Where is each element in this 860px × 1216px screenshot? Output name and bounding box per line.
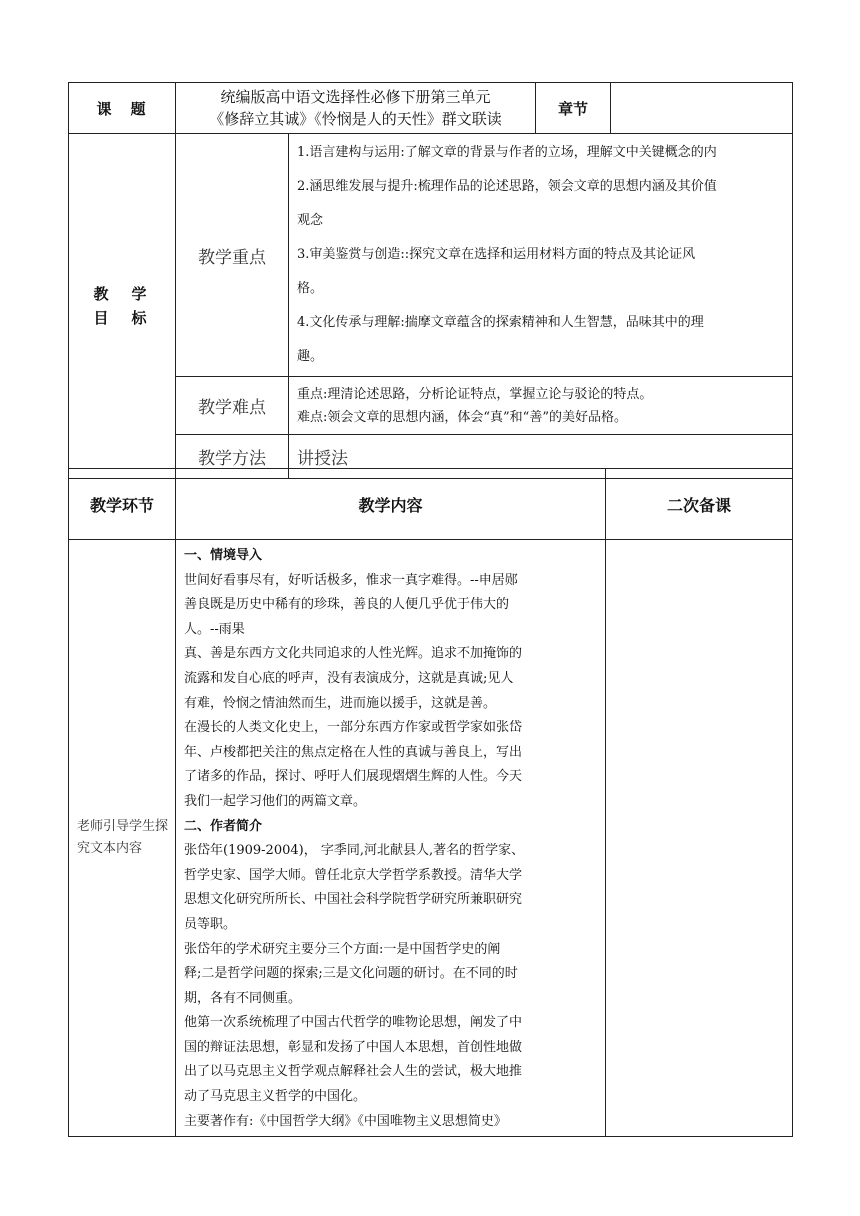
content-line: 人。--雨果 — [184, 621, 245, 637]
difficulty-content — [289, 377, 793, 435]
second-prep-header: 二次备课 — [606, 469, 793, 540]
key-point-line: 4.文化传承与理解:揣摩文章蕴含的探索精神和人生智慧，品味其中的理 — [297, 315, 704, 330]
stage-cell: 老师引导学生探究文本内容 — [69, 540, 176, 1137]
section-heading: 二、作者简介 — [184, 818, 263, 834]
key-point-line: 1.语言建构与运用:了解文章的背景与作者的立场，理解文中关键概念的内 — [297, 145, 717, 160]
content-line: 我们一起学习他们的两篇文章。 — [184, 793, 367, 809]
method-value: 讲授法 — [289, 435, 793, 479]
key-point-line: 观念 — [297, 213, 324, 228]
topic-label: 课 题 — [69, 83, 176, 134]
difficulty-line: 难点:领会文章的思想内涵，体会“真”和“善”的美好品格。 — [297, 409, 627, 425]
content-line: 员等职。 — [184, 916, 237, 932]
content-line: 国的辩证法思想，彰显和发扬了中国人本思想，首创性地做 — [184, 1039, 523, 1055]
difficulty-line: 重点:理清论述思路，分析论证特点，掌握立论与驳论的特点。 — [297, 386, 653, 402]
process-table — [68, 468, 793, 1137]
second-prep-cell — [606, 540, 793, 1137]
content-line: 动了马克思主义哲学的中国化。 — [184, 1089, 367, 1105]
objectives-label: 教 学 目 标 — [69, 134, 176, 479]
method-label: 教学方法 — [176, 435, 289, 479]
content-line: 在漫长的人类文化史上，一部分东西方作家或哲学家如张岱 — [184, 720, 523, 736]
content-line: 哲学史家、国学大师。曾任北京大学哲学系教授。清华大学 — [184, 867, 523, 883]
key-point-line: 趣。 — [297, 349, 324, 364]
content-lines — [184, 544, 597, 1134]
content-line: 出了以马克思主义哲学观点解释社会人生的尝试，极大地推 — [184, 1064, 523, 1080]
key-points-list — [289, 134, 793, 377]
content-line: 释;二是哲学问题的探索;三是文化问题的研讨。在不同的时 — [184, 966, 518, 982]
chapter-value — [611, 83, 793, 134]
difficulty-label: 教学难点 — [176, 377, 289, 435]
objectives-table — [68, 82, 793, 479]
stage-header: 教学环节 — [69, 469, 176, 540]
content-line: 流露和发自心底的呼声，没有表演成分，这就是真诚;见人 — [184, 670, 514, 686]
content-line: 张岱年的学术研究主要分三个方面:一是中国哲学史的阐 — [184, 941, 501, 957]
content-line: 了诸多的作品，探讨、呼吁人们展现熠熠生辉的人性。今天 — [184, 769, 523, 785]
content-line: 张岱年(1909-2004)， 字季同,河北献县人,著名的哲学家、 — [184, 843, 525, 859]
key-point-line: 2.涵思维发展与提升:梳理作品的论述思路，领会文章的思想内涵及其价值 — [297, 179, 717, 194]
content-cell — [176, 540, 606, 1137]
key-point-line: 格。 — [297, 281, 324, 296]
lesson-title-line2: 《修辞立其诚》《怜悯是人的天性》群文联读 — [209, 110, 502, 128]
content-line: 期，各有不同侧重。 — [184, 990, 302, 1006]
content-line: 有难，怜悯之情油然而生，进而施以援手，这就是善。 — [184, 695, 497, 711]
key-points-label: 教学重点 — [176, 134, 289, 377]
key-point-line: 3.审美鉴赏与创造::探究文章在选择和运用材料方面的特点及其论证风 — [297, 247, 696, 262]
lesson-title — [176, 83, 536, 134]
content-line: 年、卢梭都把关注的焦点定格在人性的真诚与善良上，写出 — [184, 744, 523, 760]
section-heading: 一、情境导入 — [184, 548, 263, 563]
content-line: 真、善是东西方文化共同追求的人性光辉。追求不加掩饰的 — [184, 646, 523, 662]
chapter-label: 章节 — [536, 83, 611, 134]
content-line: 善良既是历史中稀有的珍珠，善良的人便几乎优于伟大的 — [184, 597, 510, 613]
content-line: 世间好看事尽有，好听话极多，惟求一真字难得。--申居郧 — [184, 572, 518, 588]
content-line: 主要著作有:《中国哲学大纲》《中国唯物主义思想简史》 — [184, 1113, 507, 1129]
content-line: 思想文化研究所所长、中国社会科学院哲学研究所兼职研究 — [184, 892, 523, 908]
lesson-title-line1: 统编版高中语文选择性必修下册第三单元 — [220, 88, 491, 106]
content-header: 教学内容 — [176, 469, 606, 540]
content-line: 他第一次系统梳理了中国古代哲学的唯物论思想，阐发了中 — [184, 1015, 523, 1031]
